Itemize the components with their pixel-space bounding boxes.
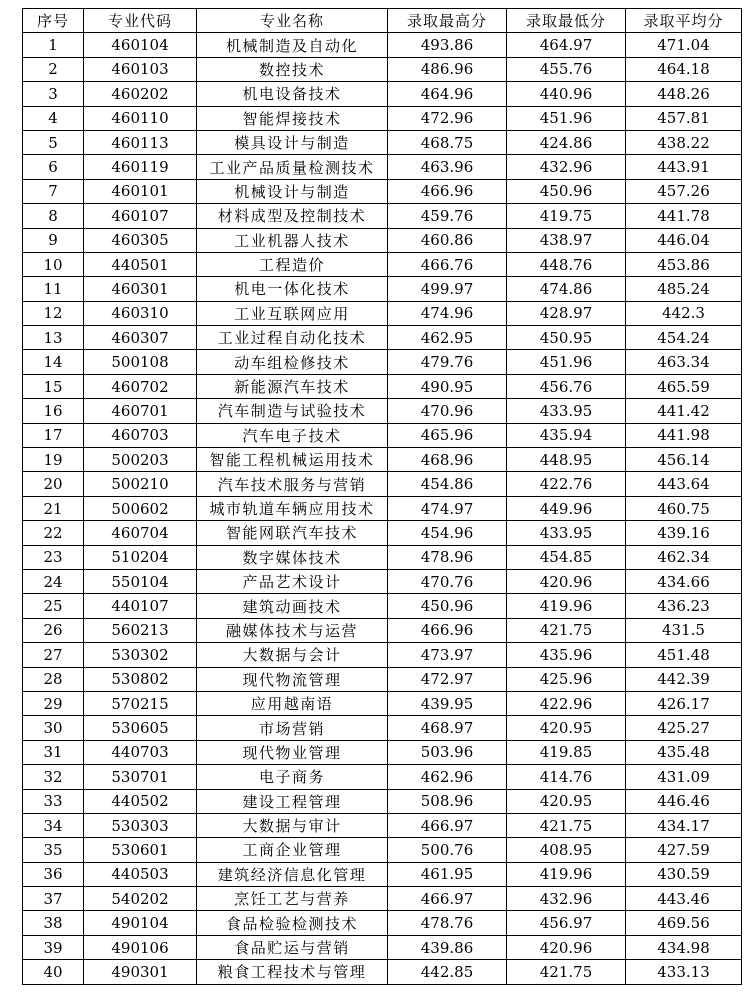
cell-max-score: 461.95 bbox=[388, 862, 507, 886]
cell-avg-score: 464.18 bbox=[626, 57, 742, 81]
table-row bbox=[23, 204, 742, 228]
cell-max-score: 474.96 bbox=[388, 301, 507, 325]
cell-avg-score: 457.81 bbox=[626, 106, 742, 130]
cell-max-score: 454.96 bbox=[388, 521, 507, 545]
cell-major-name: 汽车技术服务与营销 bbox=[197, 472, 388, 496]
cell-major-code: 500210 bbox=[84, 472, 197, 496]
admission-score-table bbox=[22, 8, 742, 985]
cell-seq: 40 bbox=[23, 960, 84, 984]
cell-max-score: 466.96 bbox=[388, 179, 507, 203]
cell-seq: 10 bbox=[23, 252, 84, 276]
cell-seq: 25 bbox=[23, 594, 84, 618]
table-row bbox=[23, 326, 742, 350]
cell-avg-score: 462.34 bbox=[626, 545, 742, 569]
cell-seq: 17 bbox=[23, 423, 84, 447]
cell-major-name: 现代物业管理 bbox=[197, 740, 388, 764]
cell-avg-score: 433.13 bbox=[626, 960, 742, 984]
table-row bbox=[23, 82, 742, 106]
cell-major-name: 数字媒体技术 bbox=[197, 545, 388, 569]
table-row bbox=[23, 350, 742, 374]
cell-seq: 32 bbox=[23, 765, 84, 789]
table-row bbox=[23, 691, 742, 715]
cell-min-score: 432.96 bbox=[507, 887, 626, 911]
cell-max-score: 463.96 bbox=[388, 155, 507, 179]
table-row bbox=[23, 569, 742, 593]
cell-major-code: 530601 bbox=[84, 838, 197, 862]
cell-major-name: 工业机器人技术 bbox=[197, 228, 388, 252]
cell-avg-score: 454.24 bbox=[626, 326, 742, 350]
cell-major-code: 550104 bbox=[84, 569, 197, 593]
cell-major-code: 570215 bbox=[84, 691, 197, 715]
cell-min-score: 456.97 bbox=[507, 911, 626, 935]
cell-major-code: 460704 bbox=[84, 521, 197, 545]
cell-major-code: 440501 bbox=[84, 252, 197, 276]
cell-min-score: 433.95 bbox=[507, 521, 626, 545]
cell-max-score: 478.76 bbox=[388, 911, 507, 935]
cell-seq: 21 bbox=[23, 496, 84, 520]
header-major-code: 专业代码 bbox=[84, 9, 197, 33]
cell-major-code: 490301 bbox=[84, 960, 197, 984]
table-row bbox=[23, 789, 742, 813]
cell-major-name: 工程造价 bbox=[197, 252, 388, 276]
cell-seq: 27 bbox=[23, 643, 84, 667]
cell-min-score: 435.94 bbox=[507, 423, 626, 447]
cell-min-score: 450.96 bbox=[507, 179, 626, 203]
table-row bbox=[23, 935, 742, 959]
cell-seq: 7 bbox=[23, 179, 84, 203]
header-seq: 序号 bbox=[23, 9, 84, 33]
cell-major-name: 应用越南语 bbox=[197, 691, 388, 715]
table-row bbox=[23, 228, 742, 252]
cell-max-score: 499.97 bbox=[388, 277, 507, 301]
cell-max-score: 468.96 bbox=[388, 448, 507, 472]
cell-seq: 6 bbox=[23, 155, 84, 179]
cell-max-score: 466.97 bbox=[388, 887, 507, 911]
cell-max-score: 464.96 bbox=[388, 82, 507, 106]
cell-avg-score: 441.98 bbox=[626, 423, 742, 447]
cell-max-score: 490.95 bbox=[388, 374, 507, 398]
table-row bbox=[23, 960, 742, 984]
table-row bbox=[23, 838, 742, 862]
cell-min-score: 448.76 bbox=[507, 252, 626, 276]
cell-max-score: 466.97 bbox=[388, 813, 507, 837]
table-row bbox=[23, 521, 742, 545]
cell-major-name: 智能工程机械运用技术 bbox=[197, 448, 388, 472]
cell-seq: 37 bbox=[23, 887, 84, 911]
cell-min-score: 408.95 bbox=[507, 838, 626, 862]
cell-major-name: 城市轨道车辆应用技术 bbox=[197, 496, 388, 520]
table-row bbox=[23, 618, 742, 642]
header-avg-score: 录取平均分 bbox=[626, 9, 742, 33]
header-max-score: 录取最高分 bbox=[388, 9, 507, 33]
cell-max-score: 472.96 bbox=[388, 106, 507, 130]
cell-major-code: 510204 bbox=[84, 545, 197, 569]
cell-avg-score: 442.3 bbox=[626, 301, 742, 325]
cell-seq: 19 bbox=[23, 448, 84, 472]
cell-avg-score: 441.42 bbox=[626, 399, 742, 423]
cell-avg-score: 441.78 bbox=[626, 204, 742, 228]
cell-major-name: 建筑动画技术 bbox=[197, 594, 388, 618]
cell-major-name: 电子商务 bbox=[197, 765, 388, 789]
cell-avg-score: 446.46 bbox=[626, 789, 742, 813]
cell-major-code: 530802 bbox=[84, 667, 197, 691]
cell-max-score: 468.97 bbox=[388, 716, 507, 740]
table-row bbox=[23, 472, 742, 496]
cell-min-score: 425.96 bbox=[507, 667, 626, 691]
cell-min-score: 421.75 bbox=[507, 960, 626, 984]
cell-seq: 20 bbox=[23, 472, 84, 496]
cell-major-name: 工业产品质量检测技术 bbox=[197, 155, 388, 179]
cell-major-code: 500602 bbox=[84, 496, 197, 520]
cell-major-code: 460702 bbox=[84, 374, 197, 398]
cell-avg-score: 443.64 bbox=[626, 472, 742, 496]
cell-min-score: 419.75 bbox=[507, 204, 626, 228]
cell-min-score: 464.97 bbox=[507, 33, 626, 57]
cell-max-score: 503.96 bbox=[388, 740, 507, 764]
cell-seq: 3 bbox=[23, 82, 84, 106]
cell-avg-score: 469.56 bbox=[626, 911, 742, 935]
cell-min-score: 420.96 bbox=[507, 569, 626, 593]
cell-max-score: 454.86 bbox=[388, 472, 507, 496]
cell-major-name: 模具设计与制造 bbox=[197, 130, 388, 154]
table-row bbox=[23, 277, 742, 301]
cell-major-code: 440703 bbox=[84, 740, 197, 764]
cell-seq: 28 bbox=[23, 667, 84, 691]
cell-avg-score: 448.26 bbox=[626, 82, 742, 106]
cell-major-name: 食品贮运与营销 bbox=[197, 935, 388, 959]
cell-avg-score: 434.98 bbox=[626, 935, 742, 959]
cell-seq: 30 bbox=[23, 716, 84, 740]
cell-major-code: 460101 bbox=[84, 179, 197, 203]
cell-avg-score: 431.5 bbox=[626, 618, 742, 642]
cell-min-score: 455.76 bbox=[507, 57, 626, 81]
cell-avg-score: 439.16 bbox=[626, 521, 742, 545]
cell-min-score: 419.85 bbox=[507, 740, 626, 764]
cell-major-code: 540202 bbox=[84, 887, 197, 911]
cell-max-score: 460.86 bbox=[388, 228, 507, 252]
cell-major-name: 动车组检修技术 bbox=[197, 350, 388, 374]
cell-seq: 12 bbox=[23, 301, 84, 325]
cell-min-score: 440.96 bbox=[507, 82, 626, 106]
cell-avg-score: 471.04 bbox=[626, 33, 742, 57]
cell-max-score: 470.96 bbox=[388, 399, 507, 423]
cell-seq: 2 bbox=[23, 57, 84, 81]
cell-seq: 11 bbox=[23, 277, 84, 301]
cell-major-code: 460104 bbox=[84, 33, 197, 57]
cell-seq: 34 bbox=[23, 813, 84, 837]
cell-avg-score: 430.59 bbox=[626, 862, 742, 886]
table-row bbox=[23, 301, 742, 325]
cell-min-score: 456.76 bbox=[507, 374, 626, 398]
cell-major-code: 460107 bbox=[84, 204, 197, 228]
table-row bbox=[23, 496, 742, 520]
cell-seq: 39 bbox=[23, 935, 84, 959]
cell-min-score: 420.95 bbox=[507, 789, 626, 813]
cell-min-score: 432.96 bbox=[507, 155, 626, 179]
cell-seq: 36 bbox=[23, 862, 84, 886]
cell-seq: 38 bbox=[23, 911, 84, 935]
cell-min-score: 433.95 bbox=[507, 399, 626, 423]
cell-min-score: 422.76 bbox=[507, 472, 626, 496]
cell-major-code: 500108 bbox=[84, 350, 197, 374]
cell-max-score: 486.96 bbox=[388, 57, 507, 81]
table-row bbox=[23, 252, 742, 276]
cell-seq: 15 bbox=[23, 374, 84, 398]
cell-major-name: 机械制造及自动化 bbox=[197, 33, 388, 57]
cell-major-name: 现代物流管理 bbox=[197, 667, 388, 691]
cell-min-score: 451.96 bbox=[507, 106, 626, 130]
cell-major-name: 粮食工程技术与管理 bbox=[197, 960, 388, 984]
cell-major-code: 440502 bbox=[84, 789, 197, 813]
cell-major-name: 智能网联汽车技术 bbox=[197, 521, 388, 545]
cell-min-score: 422.96 bbox=[507, 691, 626, 715]
cell-max-score: 468.75 bbox=[388, 130, 507, 154]
cell-avg-score: 442.39 bbox=[626, 667, 742, 691]
cell-major-name: 机电设备技术 bbox=[197, 82, 388, 106]
cell-min-score: 435.96 bbox=[507, 643, 626, 667]
cell-avg-score: 443.46 bbox=[626, 887, 742, 911]
table-row bbox=[23, 911, 742, 935]
cell-major-name: 机械设计与制造 bbox=[197, 179, 388, 203]
cell-max-score: 508.96 bbox=[388, 789, 507, 813]
table-row bbox=[23, 545, 742, 569]
cell-min-score: 438.97 bbox=[507, 228, 626, 252]
cell-avg-score: 431.09 bbox=[626, 765, 742, 789]
cell-max-score: 465.96 bbox=[388, 423, 507, 447]
cell-seq: 16 bbox=[23, 399, 84, 423]
cell-seq: 5 bbox=[23, 130, 84, 154]
cell-avg-score: 425.27 bbox=[626, 716, 742, 740]
cell-major-code: 530605 bbox=[84, 716, 197, 740]
table-row bbox=[23, 813, 742, 837]
cell-avg-score: 434.66 bbox=[626, 569, 742, 593]
header-min-score: 录取最低分 bbox=[507, 9, 626, 33]
cell-seq: 31 bbox=[23, 740, 84, 764]
cell-min-score: 424.86 bbox=[507, 130, 626, 154]
cell-major-name: 汽车制造与试验技术 bbox=[197, 399, 388, 423]
table-row bbox=[23, 130, 742, 154]
cell-avg-score: 451.48 bbox=[626, 643, 742, 667]
cell-max-score: 462.95 bbox=[388, 326, 507, 350]
cell-major-code: 460113 bbox=[84, 130, 197, 154]
cell-seq: 1 bbox=[23, 33, 84, 57]
cell-major-name: 大数据与审计 bbox=[197, 813, 388, 837]
cell-max-score: 450.96 bbox=[388, 594, 507, 618]
cell-major-name: 产品艺术设计 bbox=[197, 569, 388, 593]
table-row bbox=[23, 765, 742, 789]
table-row bbox=[23, 667, 742, 691]
cell-max-score: 500.76 bbox=[388, 838, 507, 862]
cell-major-name: 机电一体化技术 bbox=[197, 277, 388, 301]
cell-major-code: 440503 bbox=[84, 862, 197, 886]
cell-max-score: 459.76 bbox=[388, 204, 507, 228]
cell-major-name: 建筑经济信息化管理 bbox=[197, 862, 388, 886]
cell-max-score: 472.97 bbox=[388, 667, 507, 691]
table-row bbox=[23, 643, 742, 667]
cell-major-code: 460310 bbox=[84, 301, 197, 325]
cell-avg-score: 453.86 bbox=[626, 252, 742, 276]
cell-major-code: 460701 bbox=[84, 399, 197, 423]
cell-major-name: 智能焊接技术 bbox=[197, 106, 388, 130]
cell-major-code: 460301 bbox=[84, 277, 197, 301]
cell-major-code: 560213 bbox=[84, 618, 197, 642]
cell-major-code: 460202 bbox=[84, 82, 197, 106]
cell-major-code: 460307 bbox=[84, 326, 197, 350]
cell-major-code: 460305 bbox=[84, 228, 197, 252]
cell-min-score: 428.97 bbox=[507, 301, 626, 325]
cell-major-code: 490104 bbox=[84, 911, 197, 935]
table-row bbox=[23, 594, 742, 618]
cell-min-score: 448.95 bbox=[507, 448, 626, 472]
cell-min-score: 449.96 bbox=[507, 496, 626, 520]
cell-major-code: 460703 bbox=[84, 423, 197, 447]
cell-avg-score: 460.75 bbox=[626, 496, 742, 520]
cell-avg-score: 465.59 bbox=[626, 374, 742, 398]
cell-seq: 23 bbox=[23, 545, 84, 569]
cell-min-score: 420.95 bbox=[507, 716, 626, 740]
cell-avg-score: 457.26 bbox=[626, 179, 742, 203]
cell-min-score: 421.75 bbox=[507, 813, 626, 837]
cell-min-score: 414.76 bbox=[507, 765, 626, 789]
table-row bbox=[23, 423, 742, 447]
cell-max-score: 470.76 bbox=[388, 569, 507, 593]
cell-avg-score: 436.23 bbox=[626, 594, 742, 618]
cell-seq: 14 bbox=[23, 350, 84, 374]
cell-major-code: 440107 bbox=[84, 594, 197, 618]
cell-seq: 33 bbox=[23, 789, 84, 813]
cell-major-name: 大数据与会计 bbox=[197, 643, 388, 667]
cell-seq: 29 bbox=[23, 691, 84, 715]
cell-major-code: 500203 bbox=[84, 448, 197, 472]
cell-major-name: 烹饪工艺与营养 bbox=[197, 887, 388, 911]
cell-avg-score: 427.59 bbox=[626, 838, 742, 862]
cell-max-score: 493.86 bbox=[388, 33, 507, 57]
cell-major-name: 工业过程自动化技术 bbox=[197, 326, 388, 350]
cell-max-score: 466.96 bbox=[388, 618, 507, 642]
cell-major-code: 530701 bbox=[84, 765, 197, 789]
table-row bbox=[23, 887, 742, 911]
table-row bbox=[23, 862, 742, 886]
cell-major-name: 工业互联网应用 bbox=[197, 301, 388, 325]
cell-min-score: 451.96 bbox=[507, 350, 626, 374]
cell-major-name: 数控技术 bbox=[197, 57, 388, 81]
cell-major-code: 460119 bbox=[84, 155, 197, 179]
cell-min-score: 474.86 bbox=[507, 277, 626, 301]
cell-min-score: 420.96 bbox=[507, 935, 626, 959]
table-row bbox=[23, 716, 742, 740]
cell-seq: 24 bbox=[23, 569, 84, 593]
cell-max-score: 466.76 bbox=[388, 252, 507, 276]
cell-max-score: 462.96 bbox=[388, 765, 507, 789]
cell-seq: 13 bbox=[23, 326, 84, 350]
cell-seq: 22 bbox=[23, 521, 84, 545]
cell-seq: 4 bbox=[23, 106, 84, 130]
cell-max-score: 439.86 bbox=[388, 935, 507, 959]
cell-min-score: 450.95 bbox=[507, 326, 626, 350]
table-body bbox=[23, 33, 742, 984]
cell-major-code: 530302 bbox=[84, 643, 197, 667]
cell-min-score: 419.96 bbox=[507, 594, 626, 618]
cell-major-name: 材料成型及控制技术 bbox=[197, 204, 388, 228]
table-row bbox=[23, 33, 742, 57]
cell-avg-score: 426.17 bbox=[626, 691, 742, 715]
cell-max-score: 474.97 bbox=[388, 496, 507, 520]
cell-avg-score: 434.17 bbox=[626, 813, 742, 837]
cell-avg-score: 456.14 bbox=[626, 448, 742, 472]
table-row bbox=[23, 57, 742, 81]
cell-major-code: 460103 bbox=[84, 57, 197, 81]
cell-max-score: 479.76 bbox=[388, 350, 507, 374]
cell-max-score: 473.97 bbox=[388, 643, 507, 667]
cell-major-name: 融媒体技术与运营 bbox=[197, 618, 388, 642]
table-row bbox=[23, 179, 742, 203]
cell-seq: 9 bbox=[23, 228, 84, 252]
cell-min-score: 454.85 bbox=[507, 545, 626, 569]
table-row bbox=[23, 448, 742, 472]
cell-avg-score: 446.04 bbox=[626, 228, 742, 252]
table-row bbox=[23, 155, 742, 179]
table-row bbox=[23, 740, 742, 764]
cell-max-score: 442.85 bbox=[388, 960, 507, 984]
cell-seq: 35 bbox=[23, 838, 84, 862]
cell-major-code: 490106 bbox=[84, 935, 197, 959]
cell-seq: 8 bbox=[23, 204, 84, 228]
cell-major-name: 建设工程管理 bbox=[197, 789, 388, 813]
cell-major-code: 530303 bbox=[84, 813, 197, 837]
table-row bbox=[23, 106, 742, 130]
cell-max-score: 478.96 bbox=[388, 545, 507, 569]
table-row bbox=[23, 399, 742, 423]
cell-avg-score: 435.48 bbox=[626, 740, 742, 764]
cell-major-name: 食品检验检测技术 bbox=[197, 911, 388, 935]
cell-max-score: 439.95 bbox=[388, 691, 507, 715]
cell-major-code: 460110 bbox=[84, 106, 197, 130]
cell-avg-score: 463.34 bbox=[626, 350, 742, 374]
cell-min-score: 421.75 bbox=[507, 618, 626, 642]
cell-min-score: 419.96 bbox=[507, 862, 626, 886]
cell-major-name: 工商企业管理 bbox=[197, 838, 388, 862]
header-row bbox=[23, 9, 742, 33]
cell-avg-score: 443.91 bbox=[626, 155, 742, 179]
header-major-name: 专业名称 bbox=[197, 9, 388, 33]
cell-major-name: 新能源汽车技术 bbox=[197, 374, 388, 398]
cell-seq: 26 bbox=[23, 618, 84, 642]
cell-avg-score: 485.24 bbox=[626, 277, 742, 301]
cell-major-name: 汽车电子技术 bbox=[197, 423, 388, 447]
cell-avg-score: 438.22 bbox=[626, 130, 742, 154]
table-row bbox=[23, 374, 742, 398]
cell-major-name: 市场营销 bbox=[197, 716, 388, 740]
